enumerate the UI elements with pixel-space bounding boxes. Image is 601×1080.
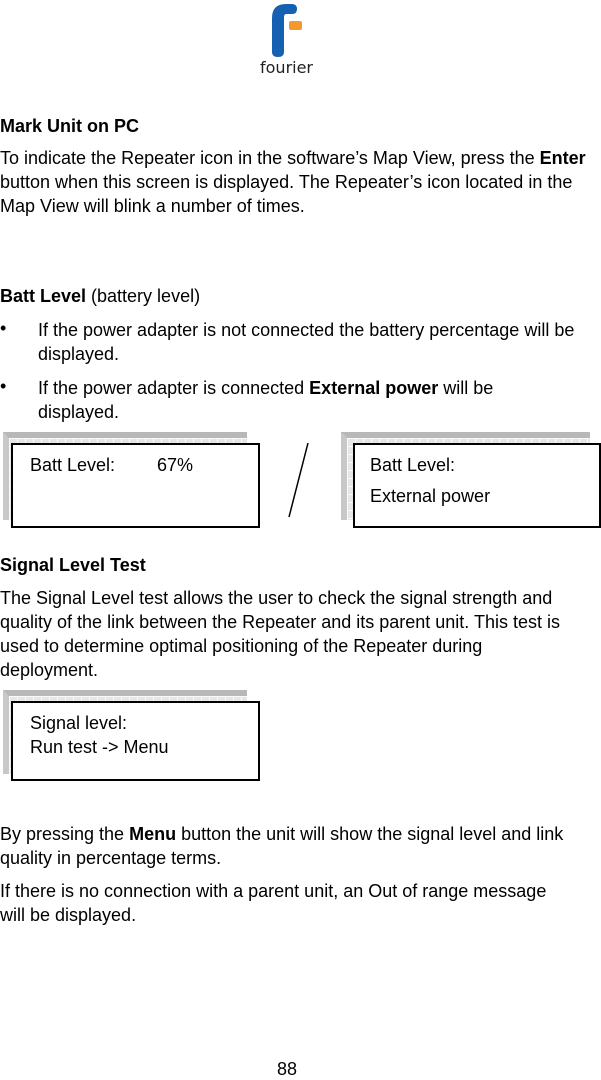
section-title-mark-unit: Mark Unit on PC xyxy=(0,116,140,136)
lcd-label: Batt Level: xyxy=(30,455,116,475)
text: will be displayed. xyxy=(38,378,494,422)
menu-paragraph xyxy=(0,822,590,870)
text: button the unit will show the signal level and link quality in percentage terms. xyxy=(0,824,564,868)
text: button when this screen is displayed. The Repeater’s icon located in the Map View will blink a number of times. xyxy=(0,172,573,216)
text: By pressing the xyxy=(0,824,130,844)
bullet-icon: • xyxy=(0,376,7,396)
page-number: 88 xyxy=(277,1059,298,1079)
out-of-range-paragraph: If there is no connection with a parent unit, an Out of range message will be displayed. xyxy=(0,881,547,925)
enter-key-text: Enter xyxy=(539,148,586,168)
lcd-line1: Signal level: xyxy=(30,713,128,733)
text: If the power adapter is connected xyxy=(38,378,310,398)
menu-key-text: Menu xyxy=(129,824,177,844)
batt-title: Batt Level xyxy=(0,286,87,306)
lcd-value: 67% xyxy=(157,455,194,475)
bullet-item xyxy=(0,376,590,424)
bullet-text: If the power adapter is not connected the battery percentage will be displayed. xyxy=(38,320,575,364)
lcd-screen-batt-percent xyxy=(11,443,260,528)
fourier-logo xyxy=(258,0,318,80)
bullet-text xyxy=(38,376,578,424)
section-title-signal-level: Signal Level Test xyxy=(0,555,146,575)
lcd-screen-batt-external xyxy=(353,443,601,528)
lcd-screen-signal xyxy=(11,701,260,781)
slash-separator xyxy=(285,440,315,520)
lcd-line1: Batt Level: xyxy=(370,455,456,475)
batt-title-rest: (battery level) xyxy=(86,286,201,306)
external-power-text: External power xyxy=(309,378,439,398)
section-title-batt-level xyxy=(0,284,200,308)
bullet-icon: • xyxy=(0,318,7,338)
mark-unit-paragraph xyxy=(0,146,590,218)
text: To indicate the Repeater icon in the software’s Map View, press the xyxy=(0,148,540,168)
signal-paragraph: The Signal Level test allows the user to check the signal strength and quality of the link between the Repeater and its parent unit. This test is used to determine optimal positioning of the Repeater during deployment. xyxy=(0,588,560,680)
bullet-item xyxy=(0,318,590,366)
lcd-line2: External power xyxy=(370,486,491,506)
fourier-logo-icon xyxy=(258,0,318,60)
lcd-line2: Run test -> Menu xyxy=(30,737,169,757)
logo-text: fourier xyxy=(260,58,314,77)
